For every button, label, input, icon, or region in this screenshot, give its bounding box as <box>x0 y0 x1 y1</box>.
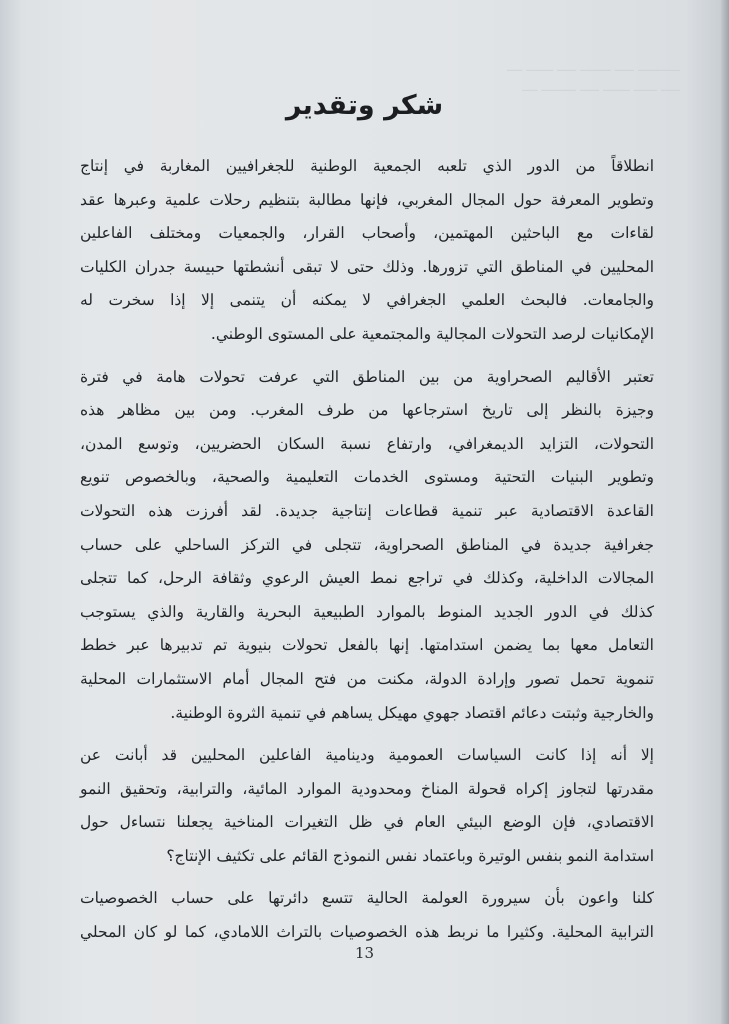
text-line: إلا أنه إذا كانت السياسات العمومية ودينامية الفاعلين المحليين قد أبانت عن <box>80 746 654 765</box>
text-line: والجامعات. فالبحث العلمي الجغرافي لا يمكنه أن يتنمى إلا إذا سخرت له <box>80 291 654 310</box>
text-line: جغرافية جديدة في المناطق الصحراوية، تتجلى في التركز الساحلي على حساب <box>80 535 654 554</box>
text-line: والخارجية وثبتت دعائم اقتصاد جهوي مهيكل يساهم في تنمية الثروة الوطنية. <box>170 703 654 722</box>
paragraph-4 <box>80 882 654 949</box>
text-line: تعتبر الأقاليم الصحراوية من بين المناطق التي عرفت تحولات هامة في فترة <box>80 367 654 386</box>
text-line: وجيزة بالنظر إلى تاريخ استرجاعها من طرف المغرب. ومن بين مظاهر هذه <box>80 401 654 420</box>
text-line: وتطوير البنيات التحتية ومستوى الخدمات التعليمية والصحية، وبالخصوص تنويع <box>80 468 654 487</box>
paragraph-3 <box>80 739 654 873</box>
bleed-line: ـــــ ــــــ ـــــــ ـــــ ـــــــــ ــــ <box>522 80 680 95</box>
text-line: لقاءات مع الباحثين المهتمين، وأصحاب القرار، والجمعيات ومختلف الفاعلين <box>80 224 654 243</box>
text-line: كلنا واعون بأن سيرورة العولمة الحالية تتسع دائرتها على حساب الخصوصيات <box>80 889 654 908</box>
page-number: 13 <box>354 944 375 962</box>
text-line: التحولات، التزايد الديمغرافي، وارتفاع نسبة السكان الحضريين، وتوسع المدن، <box>80 434 654 453</box>
page-edge <box>721 0 729 1024</box>
text-line: القاعدة الاقتصادية عبر تنمية قطاعات إنتاجية جديدة. لقد أفرزت هذه التحولات <box>80 501 654 520</box>
text-line: استدامة النمو بنفس الوتيرة وباعتماد نفس النموذج القائم على تكثيف الإنتاج؟ <box>166 846 654 865</box>
text-line: المحليين في المناطق التي تزورها. وذلك حتى لا تبقى أنشطتها حبيسة جدران الكليات <box>80 257 654 276</box>
paragraph-2 <box>80 361 654 731</box>
text-line: الاقتصادي، فإن الوضع البيئي العام في ظل التغيرات المناخية يجعلنا نتساءل حول <box>80 813 654 832</box>
text-line: كذلك في الدور الجديد المنوط بالموارد الطبيعية البحرية والقارية والذي يستوجب <box>80 602 654 621</box>
text-line: المجالات الداخلية، وكذلك في تراجع نمط العيش الرعوي وثقافة الرحل، كما تتجلى <box>80 569 654 588</box>
text-line: الترابية المحلية. وكثيرا ما نربط هذه الخصوصيات بالتراث اللامادي، كما لو كان المحلي <box>80 923 654 942</box>
text-line: مقدرتها لتجاوز إكراه قحولة المناخ ومحدودية الموارد المائية، والترابية، وتحقيق النمو <box>80 779 654 798</box>
text-line: تنموية تحمل تصور وإرادة الدولة، مكنت من فتح المجال أمام الاستثمارات المحلية <box>80 669 654 688</box>
body-text <box>80 150 654 959</box>
paragraph-1 <box>80 150 654 352</box>
page-title: شكر وتقدير <box>285 90 444 121</box>
text-line: التعامل معها بما يضمن استدامتها. إنها بالفعل تحولات بنيوية تم تدبيرها عبر خطط <box>80 636 654 655</box>
text-line: الإمكانيات لرصد التحولات المجالية والمجتمعية على المستوى الوطني. <box>210 324 654 343</box>
text-line: وتطوير المعرفة حول المجال المغربي، فإنها مطالبة بتنظيم رحلات علمية وعبرها عقد <box>80 190 654 209</box>
bleed-line: ـــــــــــ ـــــ ــــــــ ـــــ ـــــــ ــــ <box>506 60 680 75</box>
text-line: انطلاقاً من الدور الذي تلعبه الجمعية الوطنية للجغرافيين المغاربة في إنتاج <box>80 157 654 175</box>
